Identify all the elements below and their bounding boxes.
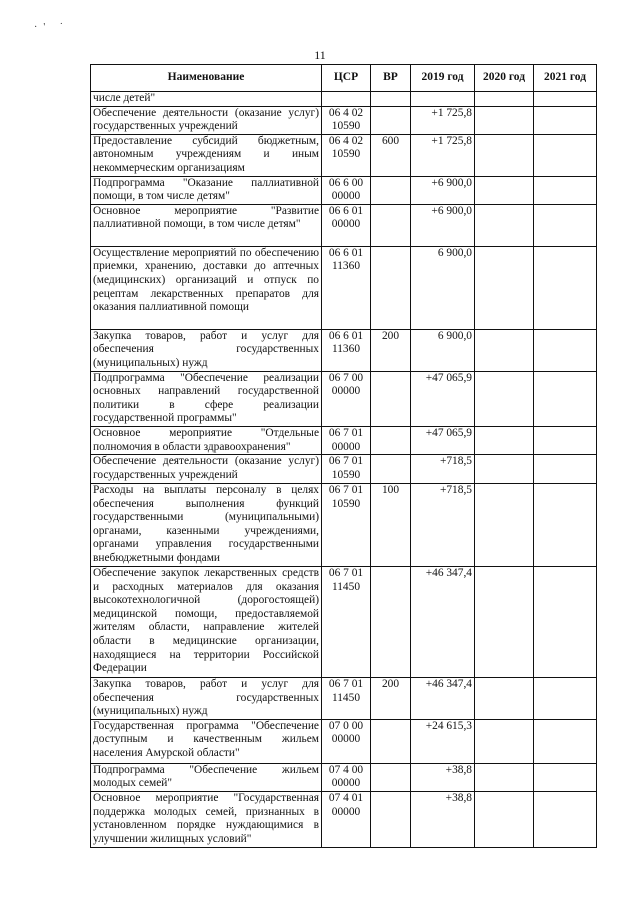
cell-2020 <box>475 246 534 329</box>
table-row <box>91 763 597 791</box>
cell-vr: 200 <box>371 678 411 720</box>
cell-2019: +47 065,9 <box>411 426 475 454</box>
table-row <box>91 678 597 720</box>
cell-2021 <box>534 678 597 720</box>
cell-2019 <box>411 92 475 107</box>
cell-vr <box>371 92 411 107</box>
cell-name: Закупка товаров, работ и услуг для обеспечения государственных (муниципальных) нужд <box>91 678 322 720</box>
table-row <box>91 106 597 134</box>
table-row <box>91 567 597 678</box>
cell-2020 <box>475 484 534 567</box>
cell-name: Осуществление мероприятий по обеспечению приемки, хранению, доставки до аптечных (медицинских) организаций и отпуск по рецептам лекарственных препаратов для оказания паллиативной помощи <box>91 246 322 329</box>
cell-csr: 06 4 02 10590 <box>322 134 371 176</box>
cell-csr: 06 6 01 11360 <box>322 246 371 329</box>
page-number: 11 <box>314 48 326 62</box>
cell-name: Государственная программа "Обеспечение доступным и качественным жильем населения Амурской области" <box>91 719 322 763</box>
cell-2020 <box>475 106 534 134</box>
cell-2020 <box>475 763 534 791</box>
table-row <box>91 134 597 176</box>
cell-2020 <box>475 204 534 246</box>
cell-name: Подпрограмма "Оказание паллиативной помощи, в том числе детям" <box>91 176 322 204</box>
cell-2021 <box>534 455 597 484</box>
cell-2021 <box>534 106 597 134</box>
table-header-row <box>91 65 597 92</box>
cell-csr: 06 7 01 00000 <box>322 426 371 454</box>
table-row <box>91 792 597 848</box>
cell-csr: 06 7 01 11450 <box>322 567 371 678</box>
cell-2020 <box>475 371 534 426</box>
cell-2021 <box>534 92 597 107</box>
cell-2019: +38,8 <box>411 763 475 791</box>
cell-vr <box>371 371 411 426</box>
cell-vr <box>371 246 411 329</box>
cell-name: Подпрограмма "Обеспечение жильем молодых семей" <box>91 763 322 791</box>
header-2021: 2021 год <box>534 65 597 92</box>
cell-2021 <box>534 719 597 763</box>
cell-vr: 200 <box>371 329 411 371</box>
cell-2019: +6 900,0 <box>411 176 475 204</box>
cell-name: Подпрограмма "Обеспечение реализации основных направлений государственной политики в сфере реализации государственной программы" <box>91 371 322 426</box>
header-2020: 2020 год <box>475 65 534 92</box>
cell-2020 <box>475 567 534 678</box>
cell-2019: +38,8 <box>411 792 475 848</box>
cell-vr: 600 <box>371 134 411 176</box>
cell-2019: +1 725,8 <box>411 134 475 176</box>
table-row <box>91 426 597 454</box>
cell-csr: 07 0 00 00000 <box>322 719 371 763</box>
cell-name: Обеспечение деятельности (оказание услуг) государственных учреждений <box>91 106 322 134</box>
cell-csr: 06 6 01 00000 <box>322 204 371 246</box>
cell-2021 <box>534 484 597 567</box>
cell-vr <box>371 426 411 454</box>
cell-vr <box>371 455 411 484</box>
table-row <box>91 484 597 567</box>
cell-vr <box>371 176 411 204</box>
table-row <box>91 204 597 246</box>
cell-2019: +46 347,4 <box>411 567 475 678</box>
cell-vr <box>371 792 411 848</box>
cell-2021 <box>534 763 597 791</box>
cell-2020 <box>475 426 534 454</box>
cell-2021 <box>534 792 597 848</box>
cell-2019: +46 347,4 <box>411 678 475 720</box>
cell-name: Основное мероприятие "Государственная поддержка молодых семей, признанных в установленном порядке нуждающимися в улучшении жилищных условий" <box>91 792 322 848</box>
cell-csr: 06 7 01 10590 <box>322 455 371 484</box>
cell-2019: +718,5 <box>411 455 475 484</box>
scan-specks: ·' ˙ <box>34 22 69 33</box>
cell-vr: 100 <box>371 484 411 567</box>
table-row <box>91 455 597 484</box>
cell-2021 <box>534 246 597 329</box>
cell-2019: +6 900,0 <box>411 204 475 246</box>
cell-vr <box>371 106 411 134</box>
table-row <box>91 719 597 763</box>
cell-2020 <box>475 678 534 720</box>
cell-2021 <box>534 176 597 204</box>
cell-vr <box>371 567 411 678</box>
cell-2021 <box>534 371 597 426</box>
cell-name: Предоставление субсидий бюджетным, автономным учреждениям и иным некоммерческим организациям <box>91 134 322 176</box>
cell-2021 <box>534 134 597 176</box>
cell-csr: 06 7 00 00000 <box>322 371 371 426</box>
cell-csr: 07 4 01 00000 <box>322 792 371 848</box>
cell-2019: +718,5 <box>411 484 475 567</box>
cell-name: Основное мероприятие "Развитие паллиативной помощи, в том числе детям" <box>91 204 322 246</box>
cell-csr: 07 4 00 00000 <box>322 763 371 791</box>
cell-name: Обеспечение закупок лекарственных средств и расходных материалов для оказания высокотехнологичной (дорогостоящей) медицинской помощи, предоставляемой жителям области, направление жителей области в медицинские организации, находящиеся на территории Российской Федерации <box>91 567 322 678</box>
header-2019: 2019 год <box>411 65 475 92</box>
table-row <box>91 329 597 371</box>
cell-2019: 6 900,0 <box>411 246 475 329</box>
cell-name: числе детей" <box>91 92 322 107</box>
cell-2019: 6 900,0 <box>411 329 475 371</box>
table-row <box>91 92 597 107</box>
cell-csr: 06 7 01 11450 <box>322 678 371 720</box>
cell-2021 <box>534 204 597 246</box>
table-row <box>91 371 597 426</box>
cell-2019: +1 725,8 <box>411 106 475 134</box>
cell-2020 <box>475 92 534 107</box>
cell-csr: 06 4 02 10590 <box>322 106 371 134</box>
table-row <box>91 176 597 204</box>
table-row <box>91 246 597 329</box>
cell-2019: +47 065,9 <box>411 371 475 426</box>
cell-2021 <box>534 426 597 454</box>
cell-vr <box>371 204 411 246</box>
cell-2021 <box>534 567 597 678</box>
cell-2020 <box>475 134 534 176</box>
cell-name: Основное мероприятие "Отдельные полномочия в области здравоохранения" <box>91 426 322 454</box>
header-csr: ЦСР <box>322 65 371 92</box>
cell-2020 <box>475 719 534 763</box>
header-name: Наименование <box>91 65 322 92</box>
cell-name: Закупка товаров, работ и услуг для обеспечения государственных (муниципальных) нужд <box>91 329 322 371</box>
cell-vr <box>371 719 411 763</box>
cell-2020 <box>475 176 534 204</box>
cell-2019: +24 615,3 <box>411 719 475 763</box>
cell-csr: 06 7 01 10590 <box>322 484 371 567</box>
cell-2020 <box>475 792 534 848</box>
cell-2021 <box>534 329 597 371</box>
cell-csr: 06 6 01 11360 <box>322 329 371 371</box>
cell-name: Обеспечение деятельности (оказание услуг) государственных учреждений <box>91 455 322 484</box>
header-vr: ВР <box>371 65 411 92</box>
cell-2020 <box>475 455 534 484</box>
cell-2020 <box>475 329 534 371</box>
cell-csr: 06 6 00 00000 <box>322 176 371 204</box>
cell-csr <box>322 92 371 107</box>
budget-table <box>90 64 597 848</box>
cell-name: Расходы на выплаты персоналу в целях обеспечения выполнения функций государственными (муниципальными) органами, казенными учреждениями, органами управления государственными внебюджетными фондами <box>91 484 322 567</box>
cell-vr <box>371 763 411 791</box>
